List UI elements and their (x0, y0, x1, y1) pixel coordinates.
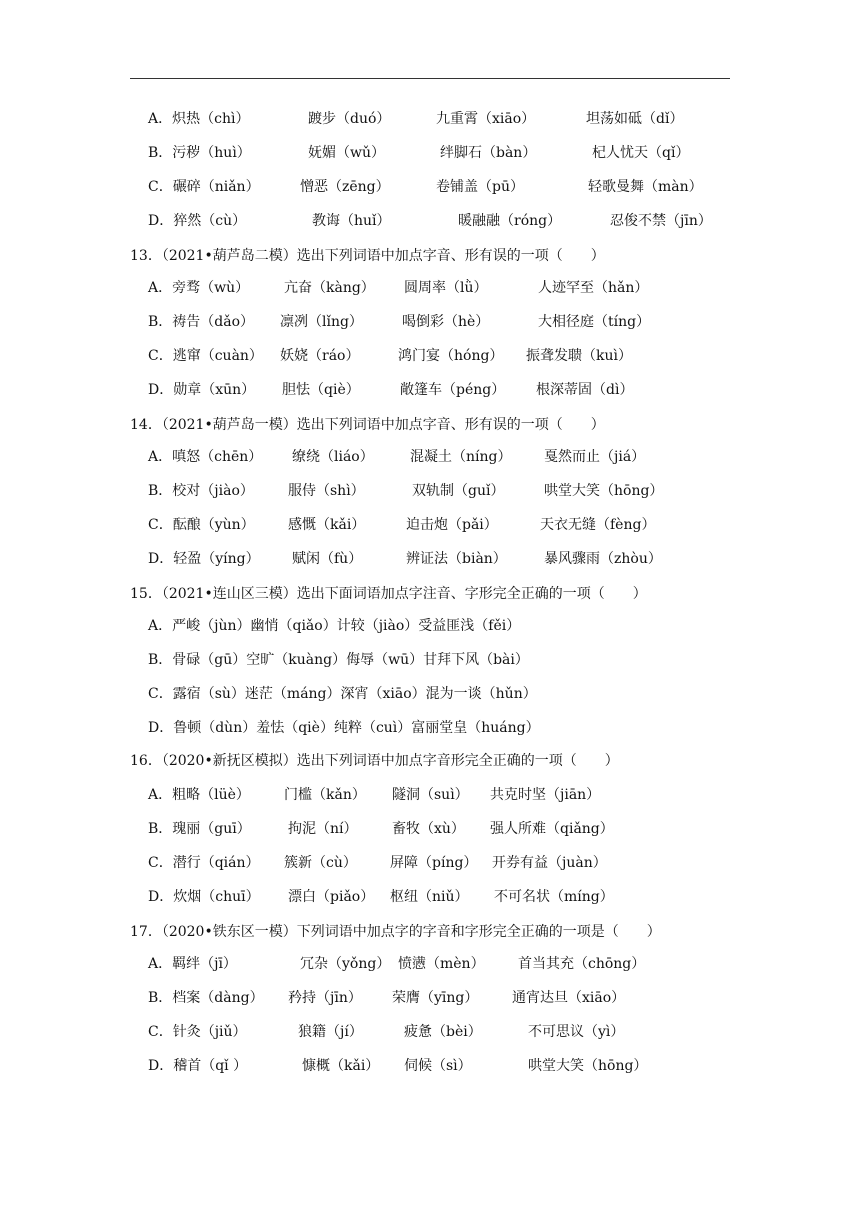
q14-c-term-2: 感慨（kǎi） (288, 517, 366, 533)
q13-d-term-2: 胆怯（qiè） (282, 382, 360, 398)
q12-a-term-4: 坦荡如砥（dǐ） (586, 111, 684, 127)
q12-b-term-1: B．污秽（huì） (148, 145, 251, 161)
q13-d-term-1: D．勋章（xūn） (148, 382, 256, 398)
q12-c-term-2: 憎恶（zēng） (300, 179, 390, 195)
q17-text: （2020•铁东区一模）下列词语中加点字的字音和字形完全正确的一项是（ ） (161, 924, 661, 940)
q13-a-term-1: A．旁骛（wù） (148, 280, 250, 296)
q12-b-term-4: 杞人忧天（qǐ） (592, 145, 690, 161)
q13-d-term-4: 根深蒂固（dì） (536, 382, 634, 398)
q14-a-term-2: 缭绕（liáo） (292, 449, 374, 465)
q16-a-term-1: A．粗略（lüè） (148, 787, 250, 803)
q17-a-term-3: 愤懑（mèn） (398, 956, 485, 972)
q12-c-term-3: 卷铺盖（pū） (436, 179, 524, 195)
q14-b-term-4: 哄堂大笑（hōng） (544, 483, 664, 499)
q15-number: 15． (130, 586, 162, 602)
q13-b-term-2: 凛冽（lǐng） (280, 314, 363, 330)
q17-a-term-2: 冗杂（yǒng） (300, 956, 391, 972)
q12-c-term-1: C．碾碎（niǎn） (148, 179, 260, 195)
q14-text: （2021•葫芦岛一模）选出下列词语中加点字音、形有误的一项（ ） (161, 417, 605, 433)
q17-d-term-3: 伺候（sì） (404, 1058, 472, 1074)
q13-c-term-4: 振聋发聩（kuì） (526, 348, 632, 364)
q14-b-term-3: 双轨制（guǐ） (412, 483, 505, 499)
q17-stem (130, 920, 661, 944)
q16-b-term-1: B．瑰丽（guī） (148, 821, 251, 837)
q17-b-term-3: 荣膺（yīng） (392, 990, 479, 1006)
q16-b-term-4: 强人所难（qiǎng） (490, 821, 614, 837)
q16-b-term-2: 拘泥（ní） (288, 821, 358, 837)
header-rule (130, 78, 730, 79)
q12-a-term-3: 九重霄（xiāo） (436, 111, 536, 127)
q15-stem (130, 582, 647, 606)
q13-b-term-1: B．祷告（dǎo） (148, 314, 255, 330)
q16-text: （2020•新抚区模拟）选出下列词语中加点字音形完全正确的一项（ ） (161, 753, 619, 769)
q16-a-term-2: 门槛（kǎn） (284, 787, 366, 803)
q13-d-term-3: 敞篷车（péng） (400, 382, 506, 398)
q16-a-term-3: 隧洞（suì） (392, 787, 469, 803)
q12-d-term-4: 忍俊不禁（jīn） (610, 213, 712, 229)
q17-a-term-1: A．羁绊（jī） (148, 956, 237, 972)
q14-d-term-3: 辨证法（biàn） (406, 551, 507, 567)
q17-d-term-1: D．稽首（qǐ ） (148, 1058, 248, 1074)
q16-d-term-3: 枢纽（niǔ） (390, 889, 469, 905)
q16-b-term-3: 畜牧（xù） (392, 821, 465, 837)
q16-c-term-3: 屏障（píng） (390, 855, 478, 871)
q12-b-term-3: 绊脚石（bàn） (440, 145, 537, 161)
q13-a-term-3: 圆周率（lǜ） (404, 280, 488, 296)
q13-a-term-2: 亢奋（kàng） (284, 280, 375, 296)
q13-a-term-4: 人迹罕至（hǎn） (538, 280, 649, 296)
q14-a-term-4: 戛然而止（jiá） (544, 449, 646, 465)
q15-c-terms: C．露宿（sù）迷茫（máng）深宵（xiāo）混为一谈（hǔn） (148, 686, 537, 702)
q13-b-term-4: 大相径庭（tíng） (538, 314, 651, 330)
q12-a-term-1: A．炽热（chì） (148, 111, 250, 127)
q14-c-term-4: 天衣无缝（fèng） (540, 517, 656, 533)
q15-text: （2021•连山区三模）选出下面词语加点字注音、字形完全正确的一项（ ） (161, 586, 647, 602)
q14-a-term-1: A．嗔怒（chēn） (148, 449, 263, 465)
q16-c-term-1: C．潜行（qián） (148, 855, 260, 871)
q16-d-term-2: 漂白（piǎo） (288, 889, 375, 905)
q12-b-term-2: 妩媚（wǔ） (308, 145, 385, 161)
q13-text: （2021•葫芦岛二模）选出下列词语中加点字音、形有误的一项（ ） (161, 248, 605, 264)
q15-a-terms: A．严峻（jùn）幽悄（qiǎo）计较（jiào）受益匪浅（fěi） (148, 618, 521, 634)
q13-c-term-2: 妖娆（ráo） (280, 348, 360, 364)
q14-b-term-1: B．校对（jiào） (148, 483, 254, 499)
q16-c-term-4: 开券有益（juàn） (492, 855, 607, 871)
q12-c-term-4: 轻歌曼舞（màn） (588, 179, 703, 195)
q14-d-term-4: 暴风骤雨（zhòu） (544, 551, 662, 567)
q16-a-term-4: 共克时坚（jiān） (490, 787, 601, 803)
q17-b-term-1: B．档案（dàng） (148, 990, 264, 1006)
q17-number: 17． (130, 924, 162, 940)
q16-d-term-1: D．炊烟（chuī） (148, 889, 260, 905)
q16-stem (130, 749, 619, 773)
q14-number: 14． (130, 417, 162, 433)
q17-d-term-4: 哄堂大笑（hōng） (528, 1058, 648, 1074)
q17-c-term-4: 不可思议（yì） (528, 1024, 625, 1040)
q17-d-term-2: 慷概（kǎi） (302, 1058, 380, 1074)
q16-d-term-4: 不可名状（míng） (494, 889, 614, 905)
q14-c-term-1: C．酝酿（yùn） (148, 517, 255, 533)
q14-b-term-2: 服侍（shì） (288, 483, 365, 499)
q16-c-term-2: 簇新（cù） (284, 855, 357, 871)
q12-d-term-2: 教诲（huǐ） (312, 213, 391, 229)
q12-d-term-3: 暖融融（róng） (458, 213, 562, 229)
q13-number: 13． (130, 248, 162, 264)
q14-stem (130, 413, 605, 437)
q17-b-term-2: 矜持（jīn） (288, 990, 362, 1006)
q13-stem (130, 244, 605, 268)
q17-b-term-4: 通宵达旦（xiāo） (512, 990, 626, 1006)
q17-c-term-1: C．针灸（jiǔ） (148, 1024, 247, 1040)
q17-a-term-4: 首当其充（chōng） (518, 956, 646, 972)
q15-d-terms: D．鲁顿（dùn）羞怯（qiè）纯粹（cuì）富丽堂皇（huáng） (148, 720, 540, 736)
q14-d-term-2: 赋闲（fù） (292, 551, 363, 567)
q15-b-terms: B．骨碌（gū）空旷（kuàng）侮辱（wū）甘拜下风（bài） (148, 652, 529, 668)
q14-d-term-1: D．轻盈（yíng） (148, 551, 260, 567)
q16-number: 16． (130, 753, 162, 769)
q13-c-term-3: 鸿门宴（hóng） (398, 348, 504, 364)
q14-c-term-3: 迫击炮（pǎi） (406, 517, 498, 533)
q13-c-term-1: C．逃窜（cuàn） (148, 348, 263, 364)
q17-c-term-3: 疲惫（bèi） (404, 1024, 482, 1040)
q14-a-term-3: 混凝土（níng） (410, 449, 512, 465)
q17-c-term-2: 狼籍（jí） (298, 1024, 363, 1040)
q13-b-term-3: 喝倒彩（hè） (402, 314, 490, 330)
q12-d-term-1: D．猝然（cù） (148, 213, 247, 229)
q12-a-term-2: 踱步（duó） (308, 111, 391, 127)
